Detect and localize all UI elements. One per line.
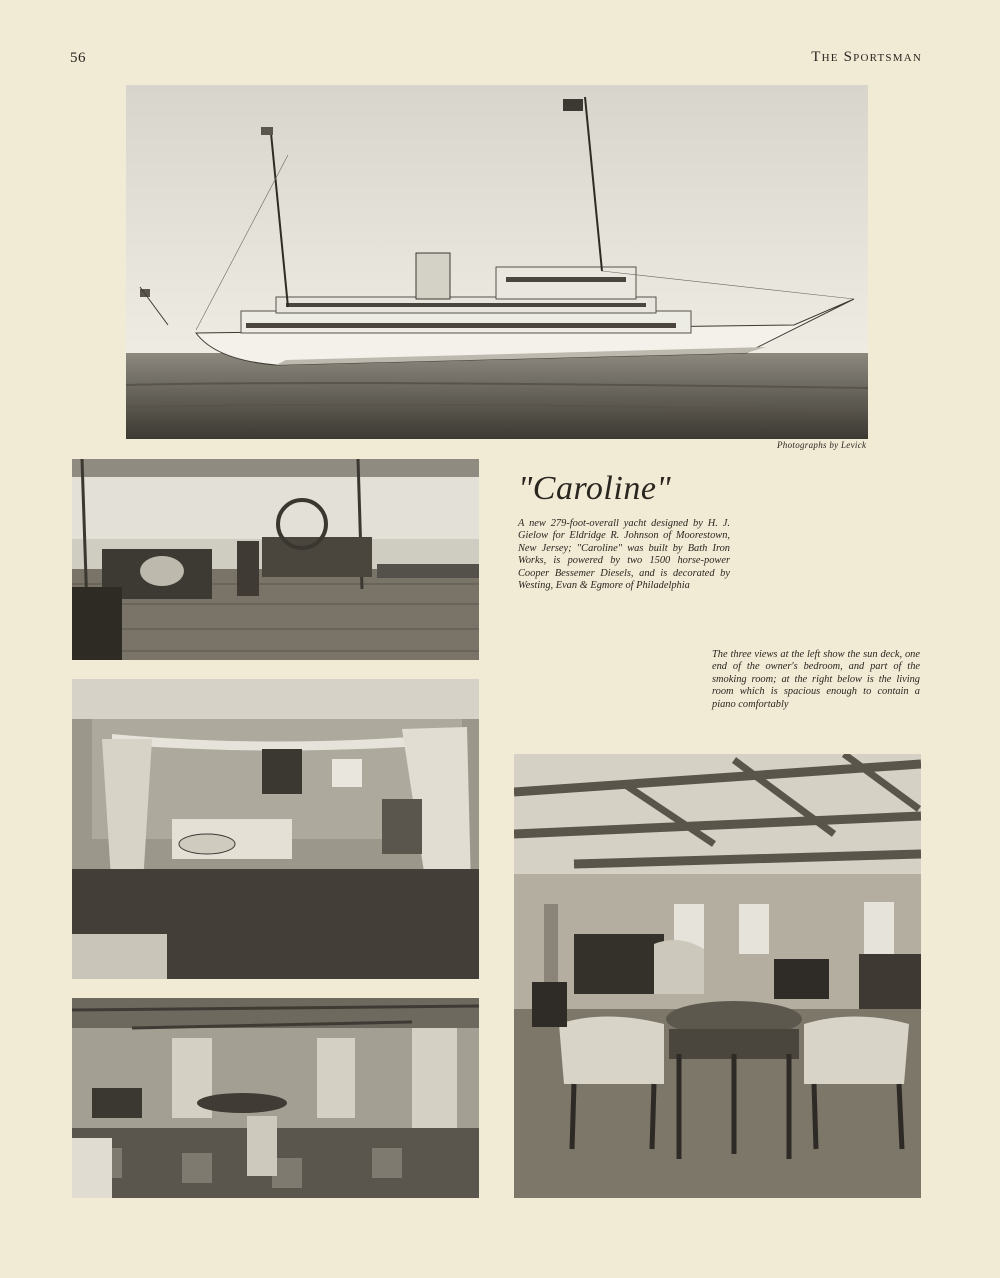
living-room-photo (514, 754, 921, 1198)
smoking-room-photo (72, 998, 479, 1198)
photo-credit: Photographs by Levick (777, 440, 867, 450)
yacht-photo (126, 85, 868, 439)
article-title: "Caroline" (518, 470, 672, 507)
sun-deck-photo (72, 459, 479, 660)
running-head: The Sportsman (811, 49, 922, 65)
photo-caption: The three views at the left show the sun deck, one end of the owner's bedroom, and part of the smoking room; at the right below is the living room which is spacious enough to contain a piano comfortably (712, 649, 920, 710)
page-number: 56 (70, 50, 86, 66)
bedroom-photo (72, 679, 479, 979)
article-intro: A new 279-foot-overall yacht designed by H. J. Gielow for Eldridge R. Johnson of Moorestown, New Jersey; "Caroline" was built by Bath Iron Works, is powered by two 1500 horse-power Cooper Bessemer Diesels, and is decorated by Westing, Evan & Egmore of Philadelphia (518, 518, 730, 592)
